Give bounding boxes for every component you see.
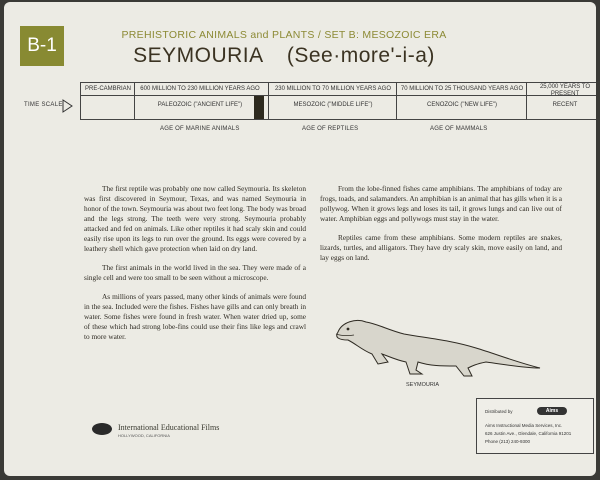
distributor-line: 626 Justin Ave., Glendale, California 91201 bbox=[485, 431, 572, 436]
set-badge: B-1 bbox=[20, 26, 64, 66]
timescale-label: TIME SCALE bbox=[24, 102, 63, 108]
page-title bbox=[74, 44, 494, 68]
age-label: AGE OF MARINE ANIMALS bbox=[160, 126, 240, 132]
paragraph: From the lobe-finned fishes came amphibians. The amphibians of today are frogs, toads, and salamanders. An amphibian is an animal that has gills when it is a pollywog. When it grows legs and loses its tail, it grows lungs and can live out of water. Amphibian eggs and pollywogs must stay in the water. bbox=[320, 184, 562, 223]
timescale-bar bbox=[80, 82, 596, 120]
distributor-line: Aims Instructional Media Services, Inc. bbox=[485, 423, 563, 428]
distributor-box bbox=[476, 398, 594, 454]
title-name: SEYMOURIA bbox=[133, 44, 263, 67]
publisher-logo-icon bbox=[92, 423, 112, 435]
segment-range-label: 600 MILLION TO 230 MILLION YEARS AGO bbox=[140, 86, 260, 92]
series-title: PREHISTORIC ANIMALS and PLANTS / SET B: MESOZOIC ERA bbox=[121, 29, 447, 41]
publisher-location: HOLLYWOOD, CALIFORNIA bbox=[118, 433, 170, 438]
seymouria-illustration bbox=[326, 310, 546, 382]
paragraph: The first animals in the world lived in the sea. They were made of a single cell and were too small to be seen without a microscope. bbox=[84, 263, 306, 282]
timescale-segment-cenozoic bbox=[396, 83, 527, 119]
age-label: AGE OF MAMMALS bbox=[430, 126, 488, 132]
paragraph: The first reptile was probably one now called Seymouria. Its skeleton was first discovered in Seymour, Texas, and was named Seymouria in honor of the town. Seymouria was about two feet long. The body was broad and the legs strong. The teeth were very strong. Seymouria probably attacked and fed on animals. Like other reptiles it had scaly skin and could easily rise upon its legs to run over the ground. Its eggs were covered by a leathery shell which gave protection when laid on dry land. bbox=[84, 184, 306, 253]
timescale-arrow-icon bbox=[62, 99, 74, 113]
timescale-segment-mesozoic bbox=[268, 83, 397, 119]
distributor-line: Phone (213) 240-9300 bbox=[485, 439, 531, 444]
right-text-column bbox=[320, 184, 562, 272]
segment-era-label: CENOZOIC ("NEW LIFE") bbox=[427, 102, 497, 108]
segment-range-label: 25,000 YEARS TO PRESENT bbox=[539, 84, 591, 97]
distributor-label: Distributed by bbox=[485, 409, 513, 414]
age-label: AGE OF REPTILES bbox=[302, 126, 359, 132]
segment-range-label: 70 MILLION TO 25 THOUSAND YEARS AGO bbox=[400, 86, 524, 92]
title-pronunciation: (See·more'-i-a) bbox=[286, 44, 435, 67]
segment-range-label: 230 MILLION TO 70 MILLION YEARS AGO bbox=[274, 86, 392, 92]
timescale-segment-recent bbox=[526, 83, 596, 119]
segment-era-label: PALEOZOIC ("ANCIENT LIFE") bbox=[157, 102, 243, 108]
publisher-name: International Educational Films bbox=[118, 423, 220, 432]
segment-era-label: RECENT bbox=[552, 102, 578, 108]
educational-card bbox=[4, 2, 596, 476]
segment-era-label: MESOZOIC ("MIDDLE LIFE") bbox=[293, 102, 373, 108]
left-text-column bbox=[84, 184, 306, 351]
timescale-segment-paleozoic bbox=[134, 83, 265, 119]
timescale-segment-precambrian bbox=[80, 83, 135, 119]
paragraph: Reptiles came from these amphibians. Some modern reptiles are snakes, lizards, turtles, and alligators. They have dry scaly skin, move easily on land, and lay eggs on land. bbox=[320, 233, 562, 262]
current-era-marker bbox=[254, 96, 264, 119]
paragraph: As millions of years passed, many other kinds of animals were found in the sea. Included were the fishes. Fishes have gills and can only breath in water. Some fishes were found in fresh water. When water dried up, some of these which had strong lobe-fins could use their fins like legs and crawl to more water. bbox=[84, 292, 306, 341]
segment-range-label: PRE-CAMBRIAN bbox=[84, 86, 131, 92]
illustration-caption: SEYMOURIA bbox=[406, 382, 440, 388]
distributor-brand: Aims bbox=[537, 407, 567, 415]
